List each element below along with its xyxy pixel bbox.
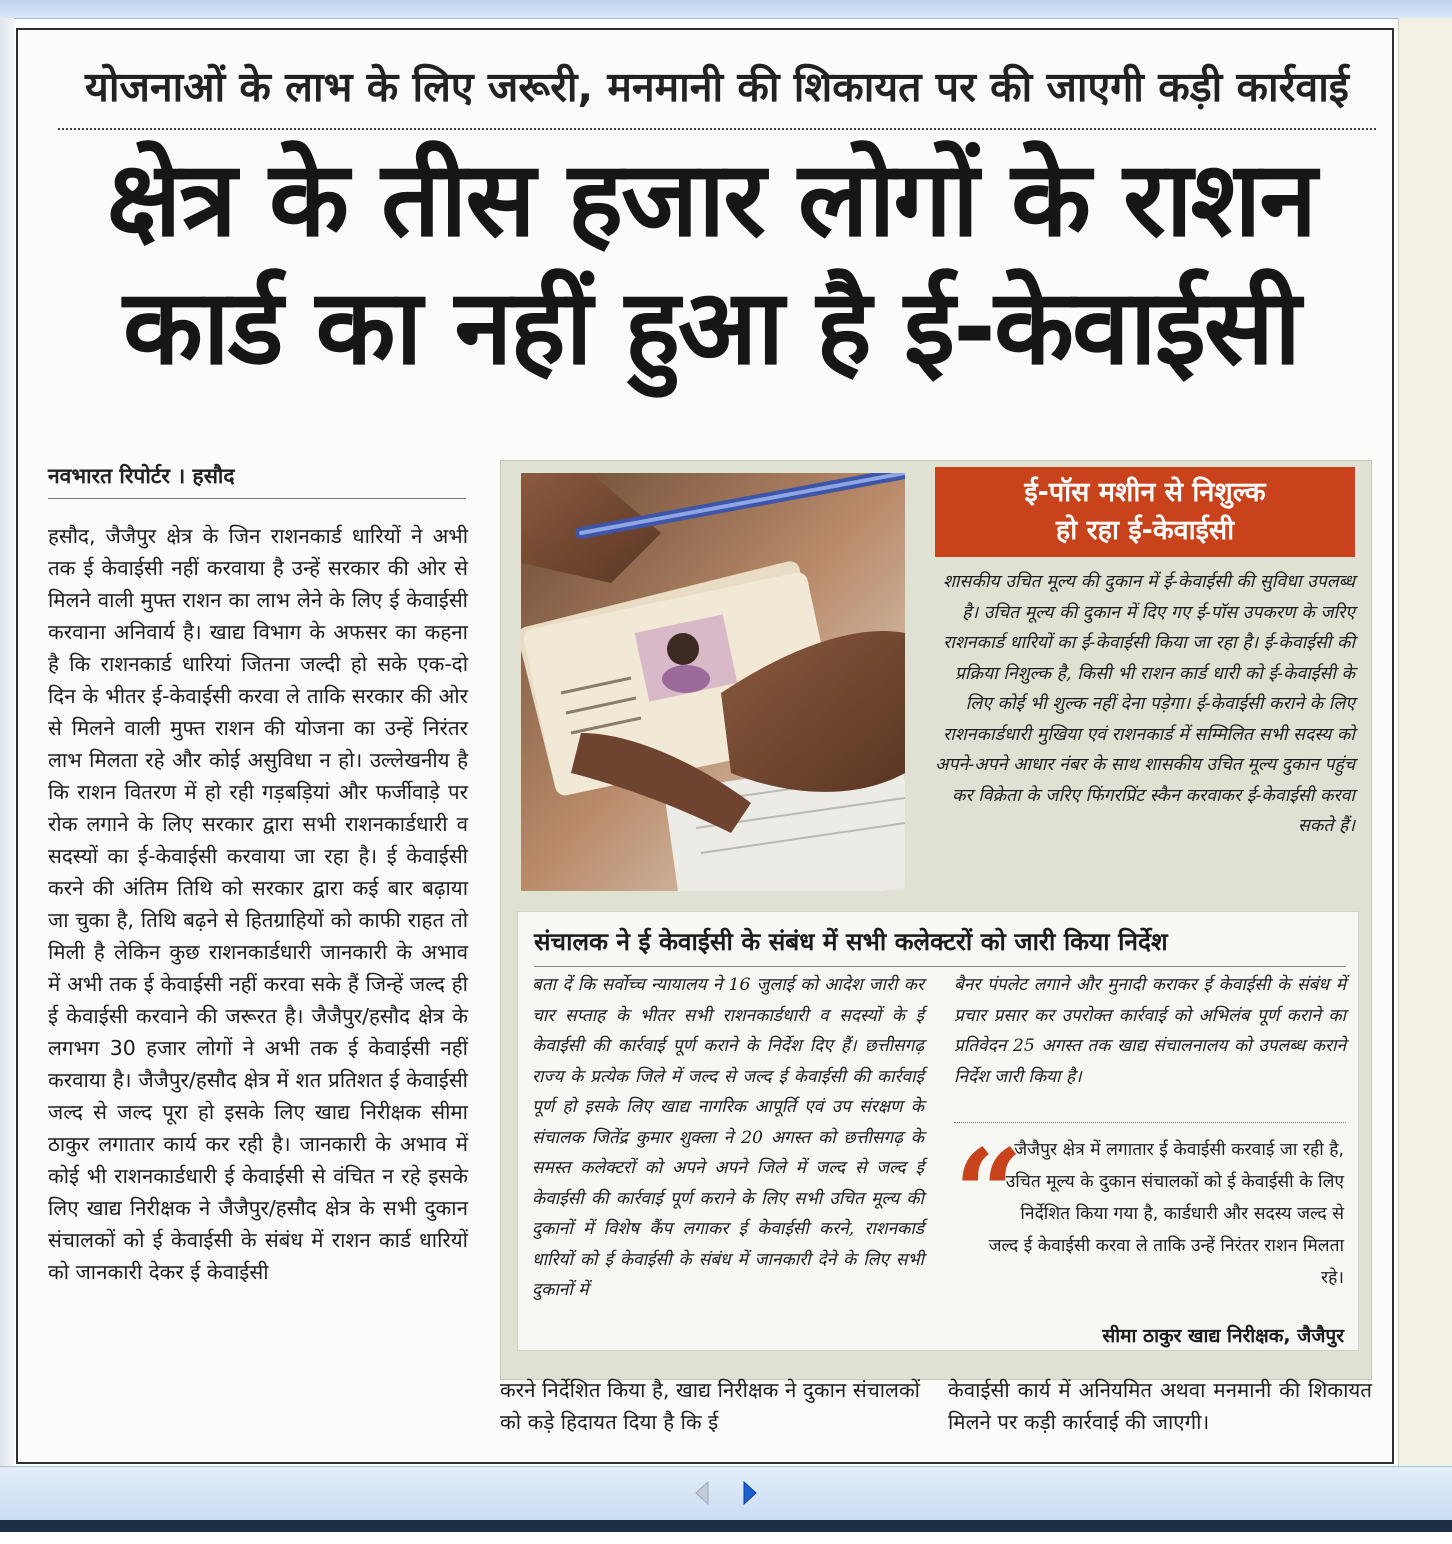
director-notice-box	[517, 911, 1359, 1351]
triangle-left-icon	[694, 1480, 710, 1506]
viewer-navigation-bar	[0, 1466, 1452, 1521]
ration-card-photo	[521, 473, 905, 891]
sidebar-title-line-2: हो रहा ई-केवाईसी	[1055, 515, 1235, 546]
director-notice-headline: संचालक ने ई केवाईसी के संबंध में सभी कलेक्टरों को जारी किया निर्देश	[534, 927, 1168, 956]
article-body-bottom-middle: करने निर्देशित किया है, खाद्य निरीक्षक ने दुकान संचालकों को कड़े हिदायत दिया है कि ई	[500, 1378, 920, 1434]
quote-mark-icon: “	[954, 1123, 1024, 1264]
viewer-bottom-stripe	[0, 1520, 1452, 1532]
sidebar-box	[500, 460, 1372, 1380]
headline-line-2: कार्ड का नहीं हुआ है ई-केवाईसी	[122, 266, 1300, 388]
director-notice-column-1: बता दें कि सर्वोच्च न्यायालय ने 16 जुलाई को आदेश जारी कर चार सप्ताह के भीतर सभी राशनकार्डधारी व सदस्यों के ई केवाईसी की कार्रवाई पूर्ण कराने के निर्देश दिए हैं। छत्तीसगढ़ राज्य के प्रत्येक जिले में जल्द से जल्द ई केवाईसी की कार्रवाई पूर्ण हो इसके लिए खाद्य नागरिक आपूर्ति एवं उप संरक्षण के संचालक जितेंद्र कुमार शुक्ला ने 20 अगस्त को छत्तीसगढ़ के समस्त कलेक्टरों को अपने अपने जिले में जल्द से जल्द ई केवाईसी की कार्रवाई पूर्ण कराने के लिए सभी उचित मूल्य की दुकानों में विशेष कैंप लगाकर ई केवाईसी करने, राशनकार्ड धारियों को ई केवाईसी के संबंध में जानकारी देने के लिए सभी दुकानों में	[532, 975, 924, 1300]
previous-page-button[interactable]	[686, 1477, 718, 1509]
viewer-right-gutter	[1398, 18, 1452, 1466]
ration-card-photo-illustration	[521, 473, 905, 891]
article-byline: नवभारत रिपोर्टर । हसौद	[48, 458, 466, 499]
triangle-right-icon	[742, 1480, 758, 1506]
pull-quote-author: सीमा ठाकुर खाद्य निरीक्षक, जैजैपुर	[1102, 1325, 1344, 1347]
article-headline	[46, 135, 1376, 391]
sidebar-title-line-1: ई-पॉस मशीन से निशुल्क	[1024, 477, 1266, 508]
body-paragraph: हसौद, जैजैपुर क्षेत्र के जिन राशनकार्ड धारियों ने अभी तक ई केवाईसी नहीं करवाया है उन्हें सरकार की ओर से मिलने वाली मुफ्त राशन का लाभ लेने के लिए ई केवाईसी करवाना अनिवार्य है। खाद्य विभाग के अफसर का कहना है कि राशनकार्ड धारियां जितना जल्दी हो सके एक-दो दिन के भीतर ई-केवाईसी करवा ले ताकि सरकार की ओर से मिलने वाली मुफ्त राशन की योजना का उन्हें निरंतर लाभ मिलता रहे और कोई असुविधा न हो। उल्लेखनीय है कि राशन वितरण में हो रही गड़बड़ियां और फर्जीवाड़े पर रोक लगाने के लिए सरकार द्वारा सभी राशनकार्डधारी व सदस्यों का ई-केवाईसी करवाया जा रहा है। ई केवाईसी करने की अंतिम तिथि को सरकार द्वारा कई बार बढ़ाया जा चुका है, तिथि बढ़ने से हितग्राहियों को काफी राहत तो मिली है लेकिन कुछ राशनकार्डधारी जानकारी के अभाव में अभी तक ई केवाईसी नहीं करवा सके हैं जिन्हें जल्द ही ई केवाईसी करवाने की जरूरत है। जैजैपुर/हसौद क्षेत्र के लगभग 30 हजार लोगों ने अभी तक ई केवाईसी नहीं करवाया है। जैजैपुर/हसौद क्षेत्र में शत प्रतिशत ई केवाईसी जल्द से जल्द पूरा हो इसके लिए खाद्य निरीक्षक सीमा ठाकुर लगातार कार्य कर रही है। जानकारी के अभाव में कोई भी राशनकार्डधारी ई केवाईसी से वंचित न रहे इसके लिए खाद्य निरीक्षक ने जैजैपुर/हसौद क्षेत्र के सभी दुकान संचालकों को ई केवाईसी के संबंध में राशन कार्ड धारियों को जानकारी देकर ई केवाईसी	[48, 524, 468, 1284]
article-body-bottom-right: केवाईसी कार्य में अनियमित अथवा मनमानी की शिकायत मिलने पर कड़ी कार्रवाई की जाएगी।	[948, 1378, 1372, 1434]
sidebar-body-text: शासकीय उचित मूल्य की दुकान में ई-केवाईसी की सुविधा उपलब्ध है। उचित मूल्य की दुकान में दिए गए ई-पॉस उपकरण के जरिए राशनकार्ड धारियों का ई-केवाईसी किया जा रहा है। ई-केवाईसी की प्रक्रिया निशुल्क है, किसी भी राशन कार्ड धारी को ई-केवाईसी के लिए कोई भी शुल्क नहीं देना पड़ेगा। ई-केवाईसी कराने के लिए राशनकार्डधारी मुखिया एवं राशनकार्ड में सम्मिलित सभी सदस्य को अपने-अपने आधार नंबर के साथ शासकीय उचित मूल्य दुकान पहुंच कर विक्रेता के जरिए फिंगरप्रिंट स्कैन करवाकर ई-केवाईसी करवा सकते हैं।	[935, 572, 1355, 836]
next-page-button[interactable]	[734, 1477, 766, 1509]
headline-line-1: क्षेत्र के तीस हजार लोगों के राशन	[106, 138, 1316, 260]
article-body-left-column	[48, 520, 468, 1288]
director-notice-column-2: बैनर पंपलेट लगाने और मुनादी कराकर ई केवाईसी के संबंध में प्रचार प्रसार कर उपरोक्त कार्रवाई को अभिलंब पूर्ण कराने का प्रतिवेदन 25 अगस्त तक खाद्य संचालनालय को उपलब्ध कराने निर्देश जारी किया है।	[954, 975, 1346, 1087]
viewer-bottom-edge	[0, 1532, 1452, 1544]
viewer-left-gutter	[0, 18, 14, 1466]
article-kicker: योजनाओं के लाभ के लिए जरूरी, मनमानी की शिकायत पर की जाएगी कड़ी कार्रवाई	[58, 48, 1376, 130]
viewer-top-bar	[0, 0, 1452, 19]
newspaper-clipping	[16, 28, 1394, 1464]
divider	[534, 966, 1346, 967]
pull-quote-text: जैजैपुर क्षेत्र में लगातार ई केवाईसी करवाई जा रही है, उचित मूल्य के दुकान संचालकों को ई केवाईसी के लिए निर्देशित किया गया है, कार्डधारी और सदस्य जल्द से जल्द ई केवाईसी करवा ले ताकि उन्हें निरंतर राशन मिलता रहे।	[988, 1140, 1344, 1288]
sidebar-title	[935, 467, 1355, 557]
